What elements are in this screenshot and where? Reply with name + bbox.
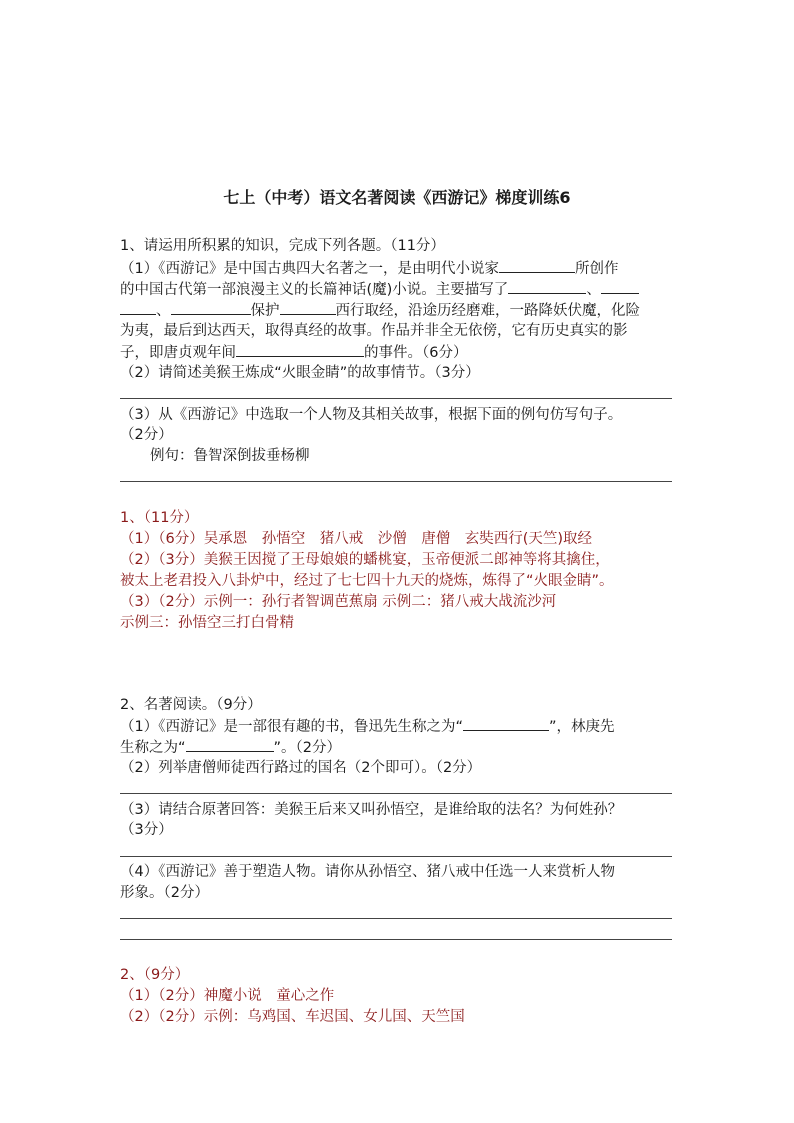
q2-part1-line1 (120, 716, 615, 738)
a1-line5: 示例三：孙悟空三打白骨精 (120, 615, 294, 631)
q2-header: 2、名著阅读。（9分） (120, 697, 262, 713)
a2-line2: （2）（2分）示例：乌鸡国、车迟国、女儿国、天竺国 (120, 1009, 465, 1025)
blank-lingeng-term[interactable] (186, 737, 274, 752)
a1-line2: （2）（3分）美猴王因搅了王母娘娘的蟠桃宴，玉帝便派二郎神等将其擒住， (120, 552, 610, 568)
q1-text: 、 (586, 282, 601, 298)
a1-header: 1、（11分） (120, 510, 199, 526)
blank-character-4[interactable] (280, 300, 336, 315)
q1-part1-line4: 为夷，最后到达西天，取得真经的故事。作品并非全无依傍，它有历史真实的影 (120, 323, 628, 339)
blank-author[interactable] (499, 258, 575, 273)
answer-line[interactable] (120, 793, 672, 794)
q1-part3-line2: （2分） (120, 427, 173, 443)
q1-part1-line5 (120, 342, 467, 364)
blank-character-2[interactable] (601, 279, 639, 294)
q1-part1-line2 (120, 279, 639, 301)
q2-part4-line2: 形象。（2分） (120, 885, 209, 901)
q1-text: 子，即唐贞观年间 (120, 345, 236, 361)
blank-luxun-term[interactable] (463, 716, 549, 731)
q1-part3-line1: （3）从《西游记》中选取一个人物及其相关故事，根据下面的例句仿写句子。 (120, 407, 623, 423)
answer-line[interactable] (120, 856, 672, 857)
q1-text: 、 (156, 303, 171, 319)
q1-text: 西行取经，沿途历经磨难，一路降妖伏魔，化险 (335, 303, 640, 319)
answer-line[interactable] (120, 398, 672, 399)
q1-part1-line3 (120, 300, 640, 322)
q2-text: （1）《西游记》是一部很有趣的书，鲁迅先生称之为“ (120, 719, 463, 735)
q2-text: 生称之为“ (120, 740, 186, 756)
a1-line4: （3）（2分）示例一：孙行者智调芭蕉扇 示例二：猪八戒大战流沙河 (120, 594, 557, 610)
q1-header: 1、请运用所积累的知识，完成下列各题。（11分） (120, 238, 445, 254)
page-title: 七上（中考）语文名著阅读《西游记》梯度训练6 (223, 188, 571, 207)
q1-text: （1）《西游记》是中国古典四大名著之一，是由明代小说家 (120, 261, 499, 277)
blank-history-event[interactable] (236, 342, 364, 357)
q2-text: ”，林庚先 (549, 719, 615, 735)
blank-character-3[interactable] (171, 300, 251, 315)
q2-part3-line1: （3）请结合原著回答：美猴王后来又叫孙悟空，是谁给取的法名？为何姓孙？ (120, 802, 623, 818)
q2-part3-line2: （3分） (120, 822, 173, 838)
answer-line[interactable] (120, 481, 672, 482)
a1-line3: 被太上老君投入八卦炉中，经过了七七四十九天的烧炼，炼得了“火眼金睛”。 (120, 573, 614, 589)
q1-part2: （2）请简述美猴王炼成“火眼金睛”的故事情节。（3分） (120, 365, 480, 381)
q1-part1-line1 (120, 258, 618, 280)
a2-header: 2、（9分） (120, 967, 190, 983)
q2-part4-line1: （4）《西游记》善于塑造人物。请你从孙悟空、猪八戒中任选一人来赏析人物 (120, 864, 615, 880)
q2-text: ”。（2分） (273, 740, 342, 756)
q1-text: 保护 (250, 303, 280, 319)
blank-character-2-cont[interactable] (120, 300, 156, 315)
q1-text: 所创作 (574, 261, 619, 277)
q1-text: 的中国古代第一部浪漫主义的长篇神话(魔)小说。主要描写了 (120, 282, 509, 298)
q1-example: 例句：鲁智深倒拔垂杨柳 (150, 448, 310, 464)
q2-part1-line2 (120, 737, 341, 759)
a1-line1: （1）（6分）吴承恩 孙悟空 猪八戒 沙僧 唐僧 玄奘西行(天竺)取经 (120, 531, 593, 547)
a2-line1: （1）（2分）神魔小说 童心之作 (120, 988, 335, 1004)
answer-line[interactable] (120, 939, 672, 940)
q2-part2: （2）列举唐僧师徒西行路过的国名（2个即可）。（2分） (120, 760, 482, 776)
q1-text: 的事件。（6分） (364, 345, 468, 361)
blank-character-1[interactable] (508, 279, 586, 294)
answer-line[interactable] (120, 918, 672, 919)
